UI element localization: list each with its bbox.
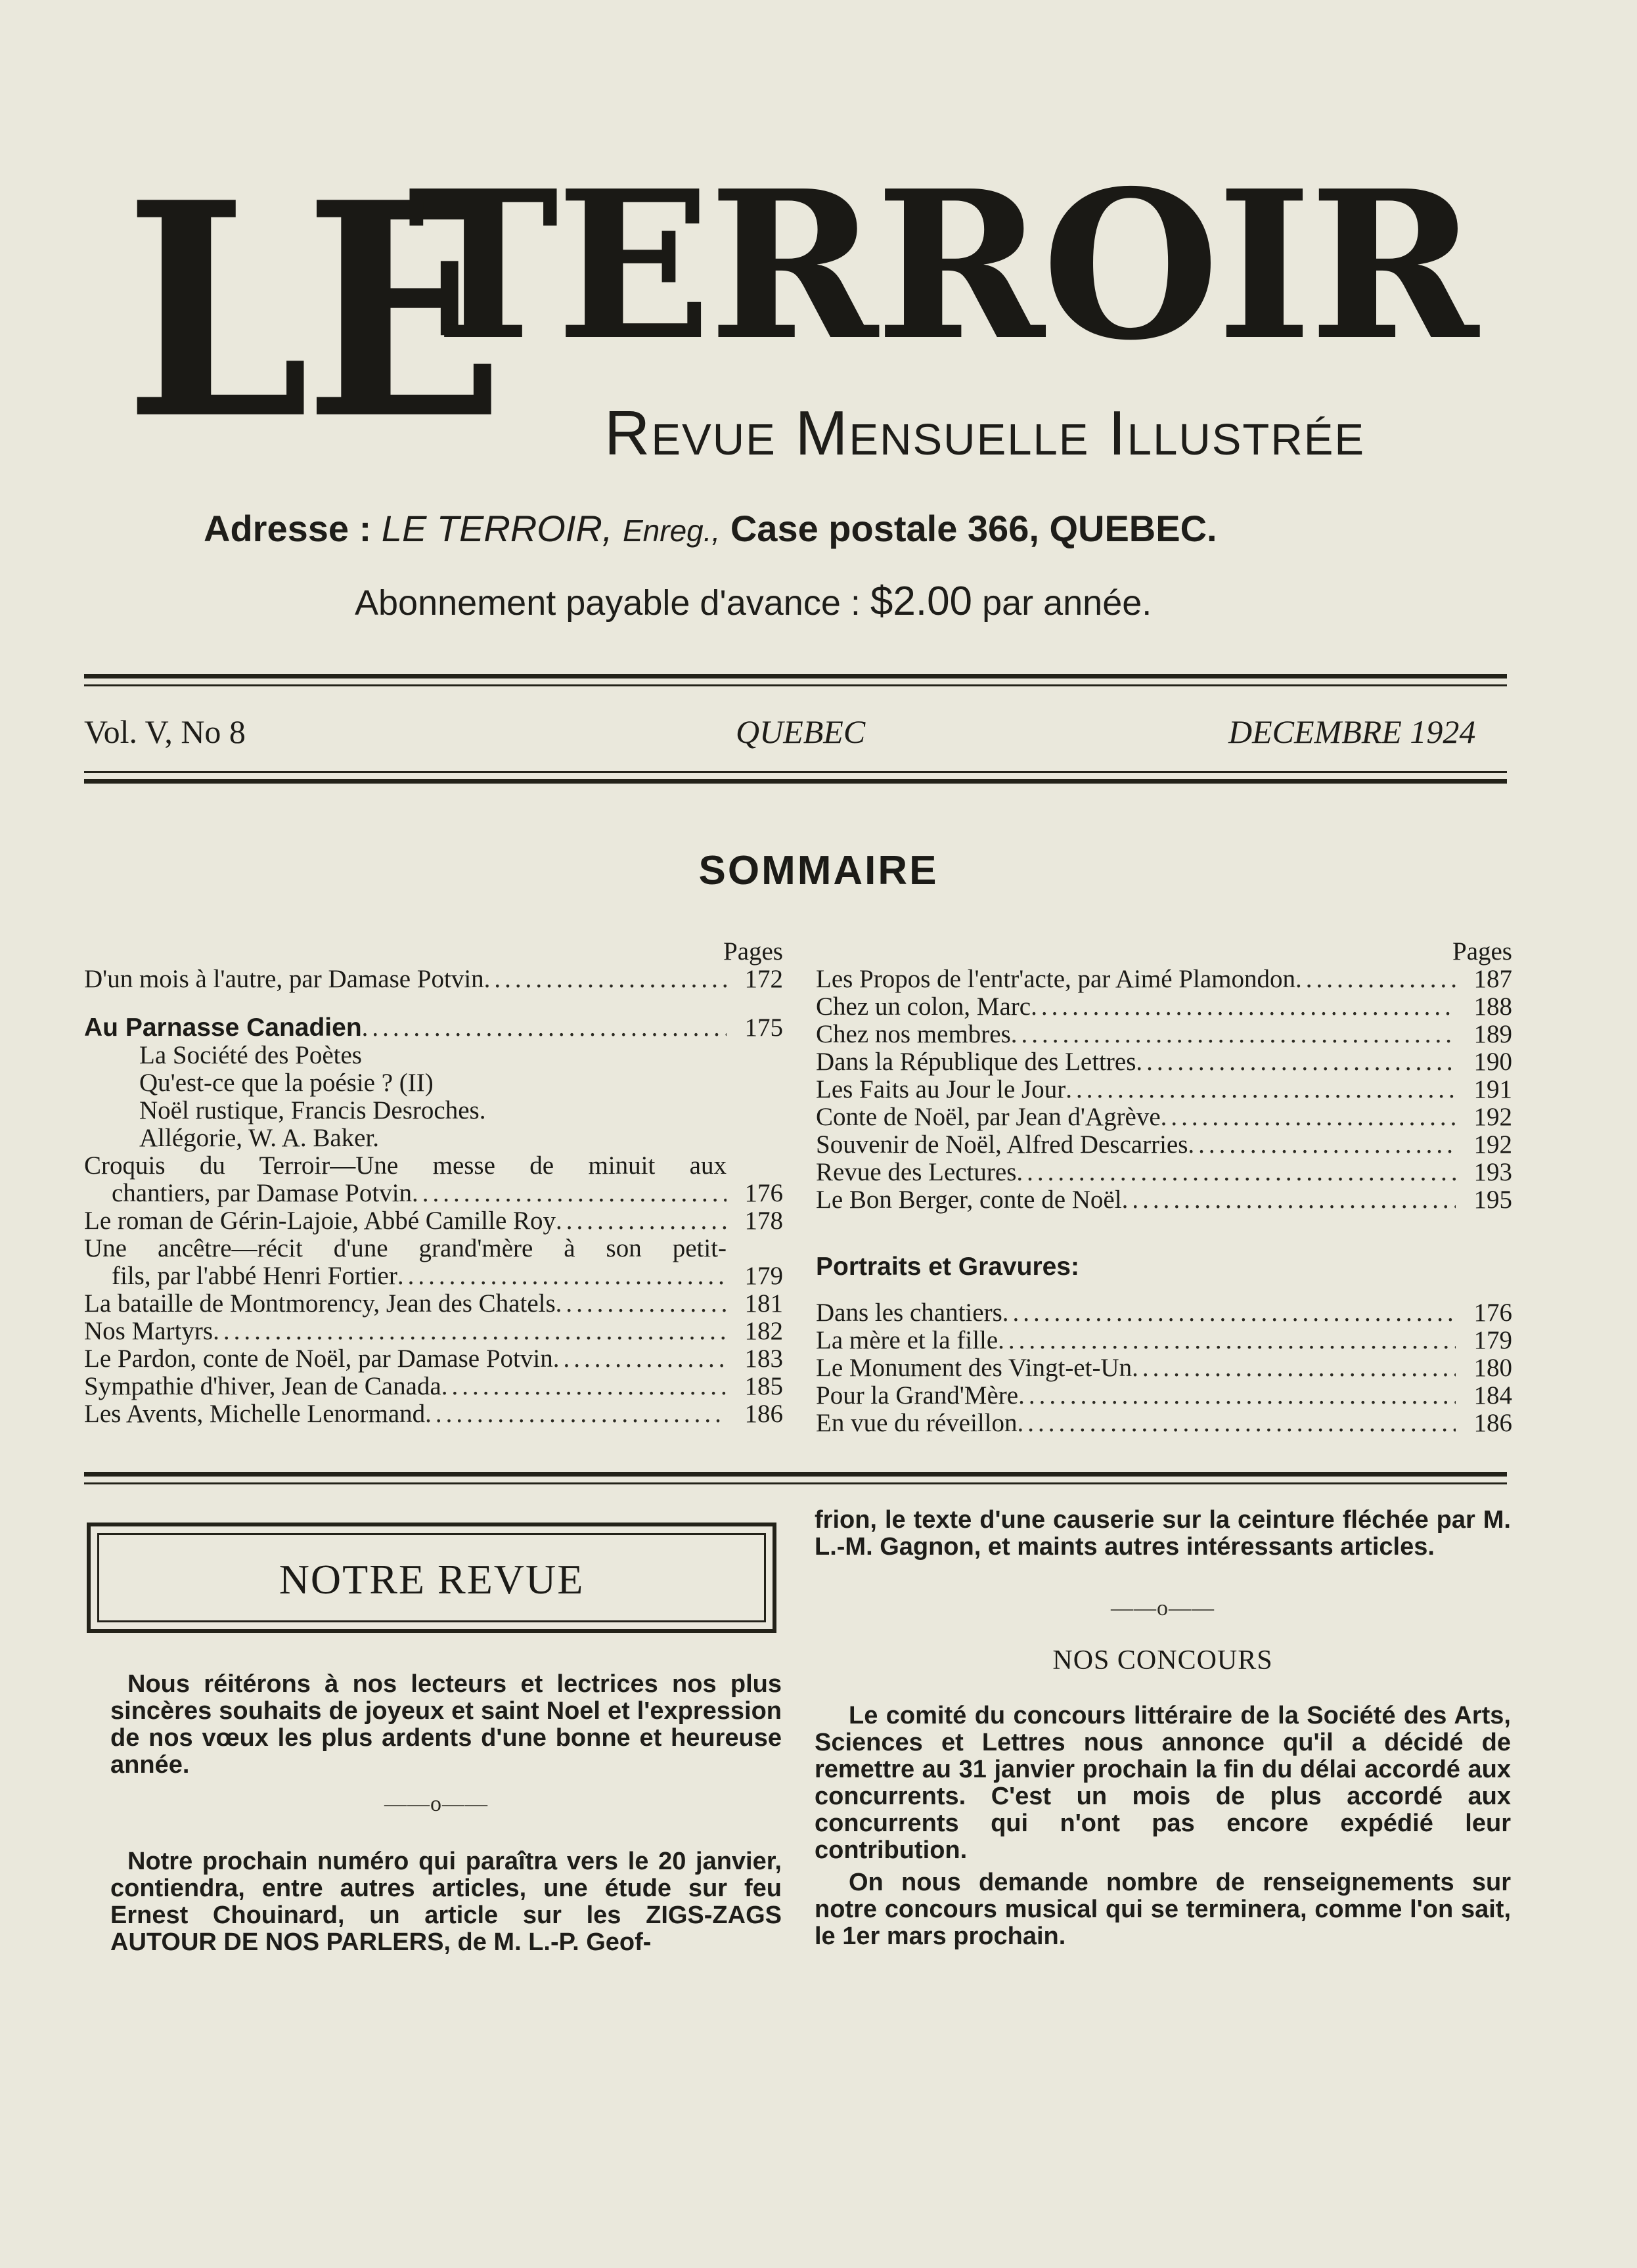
toc-entry: fils, par l'abbé Henri Fortier ..... 179 — [84, 1262, 783, 1290]
toc-entry: Les Propos de l'entr'acte, par Aimé Plamondon ..... 187 — [816, 966, 1512, 993]
toc-entry: La bataille de Montmorency, Jean des Chatels ..... 181 — [84, 1290, 783, 1318]
masthead — [118, 138, 1485, 485]
toc-entry: Dans la République des Lettres ..... 190 — [816, 1048, 1512, 1076]
rule-top-thick — [84, 674, 1507, 678]
nos-concours-paragraph-1: Le comité du concours littéraire de la Société des Arts, Sciences et Lettres nous annonce qu'il a décidé de remettre au 31 janvier prochain la fin du délai accordé aux concurrents. C'est un mois de plus accordé aux concurrents qui n'ont pas encore expédié leur contribution. — [815, 1702, 1511, 1864]
toc-right — [816, 938, 1512, 1437]
toc-entry: Les Faits au Jour le Jour ..... 191 — [816, 1076, 1512, 1103]
rule-date-thin — [84, 771, 1507, 773]
toc-entry: Le Bon Berger, conte de Noël ..... 195 — [816, 1186, 1512, 1214]
toc-subentry: Allégorie, W. A. Baker. — [139, 1124, 380, 1152]
subscription-label: Abonnement payable d'avance : — [355, 583, 861, 623]
toc-entry: Dans les chantiers ..... 176 — [816, 1299, 1512, 1327]
address-line — [204, 507, 1452, 550]
toc-entry: Les Avents, Michelle Lenormand ..... 186 — [84, 1400, 783, 1428]
nos-concours-paragraph-2: On nous demande nombre de renseignements sur notre concours musical qui se terminera, comme l'on sait, le 1er mars prochain. — [815, 1869, 1511, 1950]
notre-revue-paragraph-1: Nous réitérons à nos lecteurs et lectrices nos plus sincères souhaits de joyeux et saint Noel et l'expression de nos vœux les plus ardents d'une bonne et heureuse année. — [110, 1670, 782, 1779]
portraits-heading: Portraits et Gravures: — [816, 1253, 1079, 1281]
toc-entry: Pour la Grand'Mère ..... 184 — [816, 1382, 1512, 1410]
rule-sommaire-thin — [84, 1482, 1507, 1484]
masthead-title-le: LE — [125, 138, 500, 485]
rule-top-thin — [84, 684, 1507, 686]
notre-revue-box — [87, 1523, 776, 1633]
toc-entry: Sympathie d'hiver, Jean de Canada ..... 185 — [84, 1373, 783, 1400]
volume-number: Vol. V, No 8 — [84, 713, 246, 750]
toc-entry: En vue du réveillon ..... 186 — [816, 1410, 1512, 1437]
subscription-price: $2.00 — [870, 579, 973, 624]
subscription-rest: par année. — [982, 583, 1152, 623]
address-rest: Case postale 366, QUEBEC. — [730, 508, 1217, 549]
pages-header-right: Pages — [1452, 937, 1512, 966]
pages-header-left: Pages — [723, 937, 783, 966]
rule-sommaire-thick — [84, 1472, 1507, 1477]
nos-concours-title: NOS CONCOURS — [1052, 1645, 1273, 1676]
toc-entry-line: Croquis du Terroir—Une messe de minuit aux — [84, 1151, 727, 1180]
toc-entry: Revue des Lectures ..... 193 — [816, 1159, 1512, 1186]
city: QUEBEC — [736, 713, 866, 750]
toc-entry: Nos Martyrs ..... 182 — [84, 1318, 783, 1345]
toc-entry: Le Pardon, conte de Noël, par Damase Potvin ..... 183 — [84, 1345, 783, 1373]
toc-entry: chantiers, par Damase Potvin ..... 176 — [84, 1180, 783, 1207]
toc-entry: Chez nos membres ..... 189 — [816, 1021, 1512, 1048]
address-label: Adresse : — [204, 508, 372, 549]
toc-entry: La mère et la fille ..... 179 — [816, 1327, 1512, 1354]
notre-revue-paragraph-2-continued: frion, le texte d'une causerie sur la ceinture fléchée par M. L.-M. Gagnon, et maints autres intéressants articles. — [815, 1506, 1511, 1561]
toc-entry: D'un mois à l'autre, par Damase Potvin ..... 172 — [84, 966, 783, 993]
toc-entry: Souvenir de Noël, Alfred Descarries ..... 192 — [816, 1131, 1512, 1159]
toc-entry: Le roman de Gérin-Lajoie, Abbé Camille Roy ..... 178 — [84, 1207, 783, 1235]
address-enreg: Enreg., — [622, 514, 721, 548]
toc-subentry: La Société des Poètes — [139, 1041, 362, 1069]
notre-revue-paragraph-2: Notre prochain numéro qui paraîtra vers le 20 janvier, contiendra, entre autres articles, une étude sur feu Ernest Chouinard, un article sur les ZIGS-ZAGS AUTOUR DE NOS PARLERS, de M. L.-P. Geof- — [110, 1848, 782, 1956]
issue-date: DECEMBRE 1924 — [1228, 713, 1476, 750]
address-name: LE TERROIR, — [381, 508, 613, 549]
notre-revue-title: NOTRE REVUE — [279, 1556, 585, 1603]
sommaire-title: SOMMAIRE — [698, 848, 939, 893]
toc-subentry: Noël rustique, Francis Desroches. — [139, 1096, 486, 1124]
separator: ——o—— — [1111, 1596, 1215, 1620]
toc-entry: Au Parnasse Canadien ..... 175 — [84, 1014, 783, 1042]
subscription-line — [355, 578, 1340, 625]
masthead-subtitle: Revue Mensuelle Illustrée — [604, 398, 1366, 468]
toc-subentry: Qu'est-ce que la poésie ? (II) — [139, 1069, 434, 1097]
toc-left — [84, 938, 783, 1428]
rule-date-thick — [84, 779, 1507, 784]
toc-entry: Chez un colon, Marc ..... 188 — [816, 993, 1512, 1021]
masthead-title-terroir: TERROIR — [407, 146, 1476, 386]
toc-entry: Conte de Noël, par Jean d'Agrève ..... 192 — [816, 1103, 1512, 1131]
toc-entry: Le Monument des Vingt-et-Un ..... 180 — [816, 1354, 1512, 1382]
separator: ——o—— — [384, 1792, 488, 1816]
toc-entry-line: Une ancêtre—récit d'une grand'mère à son petit- — [84, 1234, 727, 1262]
